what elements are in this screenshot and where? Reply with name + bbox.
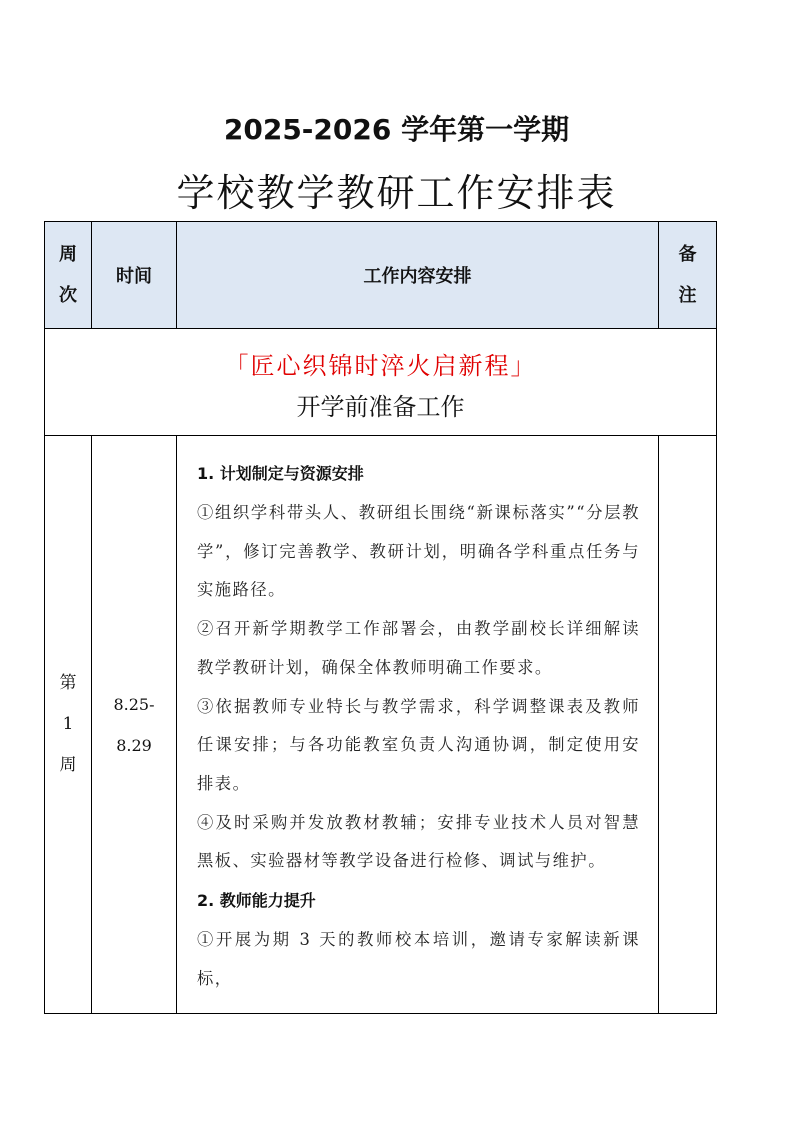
schedule-table: [44, 221, 717, 1014]
document-title-main: 学校教学教研工作安排表: [176, 171, 617, 215]
week-cell: 第 1 周: [45, 436, 92, 1014]
header-time: 时间: [92, 222, 177, 329]
work-item: ①组织学科带头人、教研组长围绕“新课标落实”“分层教学”，修订完善教学、教研计划，明确各学科重点任务与实施路径。: [197, 503, 640, 600]
table-header-row: [45, 222, 717, 329]
work-content-cell: [177, 436, 659, 1014]
time-cell: 8.25- 8.29: [92, 436, 177, 1014]
banner-subtitle: 开学前准备工作: [296, 393, 465, 421]
header-content: 工作内容安排: [177, 222, 659, 329]
section-heading: 1. 计划制定与资源安排: [197, 464, 364, 483]
banner-row: [45, 329, 717, 436]
banner-slogan: 「匠心织锦时淬火启新程」: [224, 352, 537, 380]
work-item: ②召开新学期教学工作部署会，由教学副校长详细解读教学教研计划，确保全体教师明确工作要求。: [197, 619, 640, 677]
banner-cell: [45, 329, 717, 436]
work-item: ①开展为期 3 天的教师校本培训，邀请专家解读新课标，: [197, 930, 640, 988]
remarks-cell: [659, 436, 717, 1014]
work-item: ④及时采购并发放教材教辅；安排专业技术人员对智慧黑板、实验器材等教学设备进行检修、调试与维护。: [197, 812, 640, 871]
header-remarks: 备 注: [659, 222, 717, 329]
work-item: ③依据教师专业特长与教学需求，科学调整课表及教师任课安排；与各功能教室负责人沟通协调，制定使用安排表。: [197, 696, 640, 793]
document-title-semester: 2025-2026 学年第一学期: [223, 113, 570, 146]
table-row: [45, 436, 717, 1014]
section-heading: 2. 教师能力提升: [197, 891, 316, 911]
header-week: 周 次: [45, 222, 92, 329]
